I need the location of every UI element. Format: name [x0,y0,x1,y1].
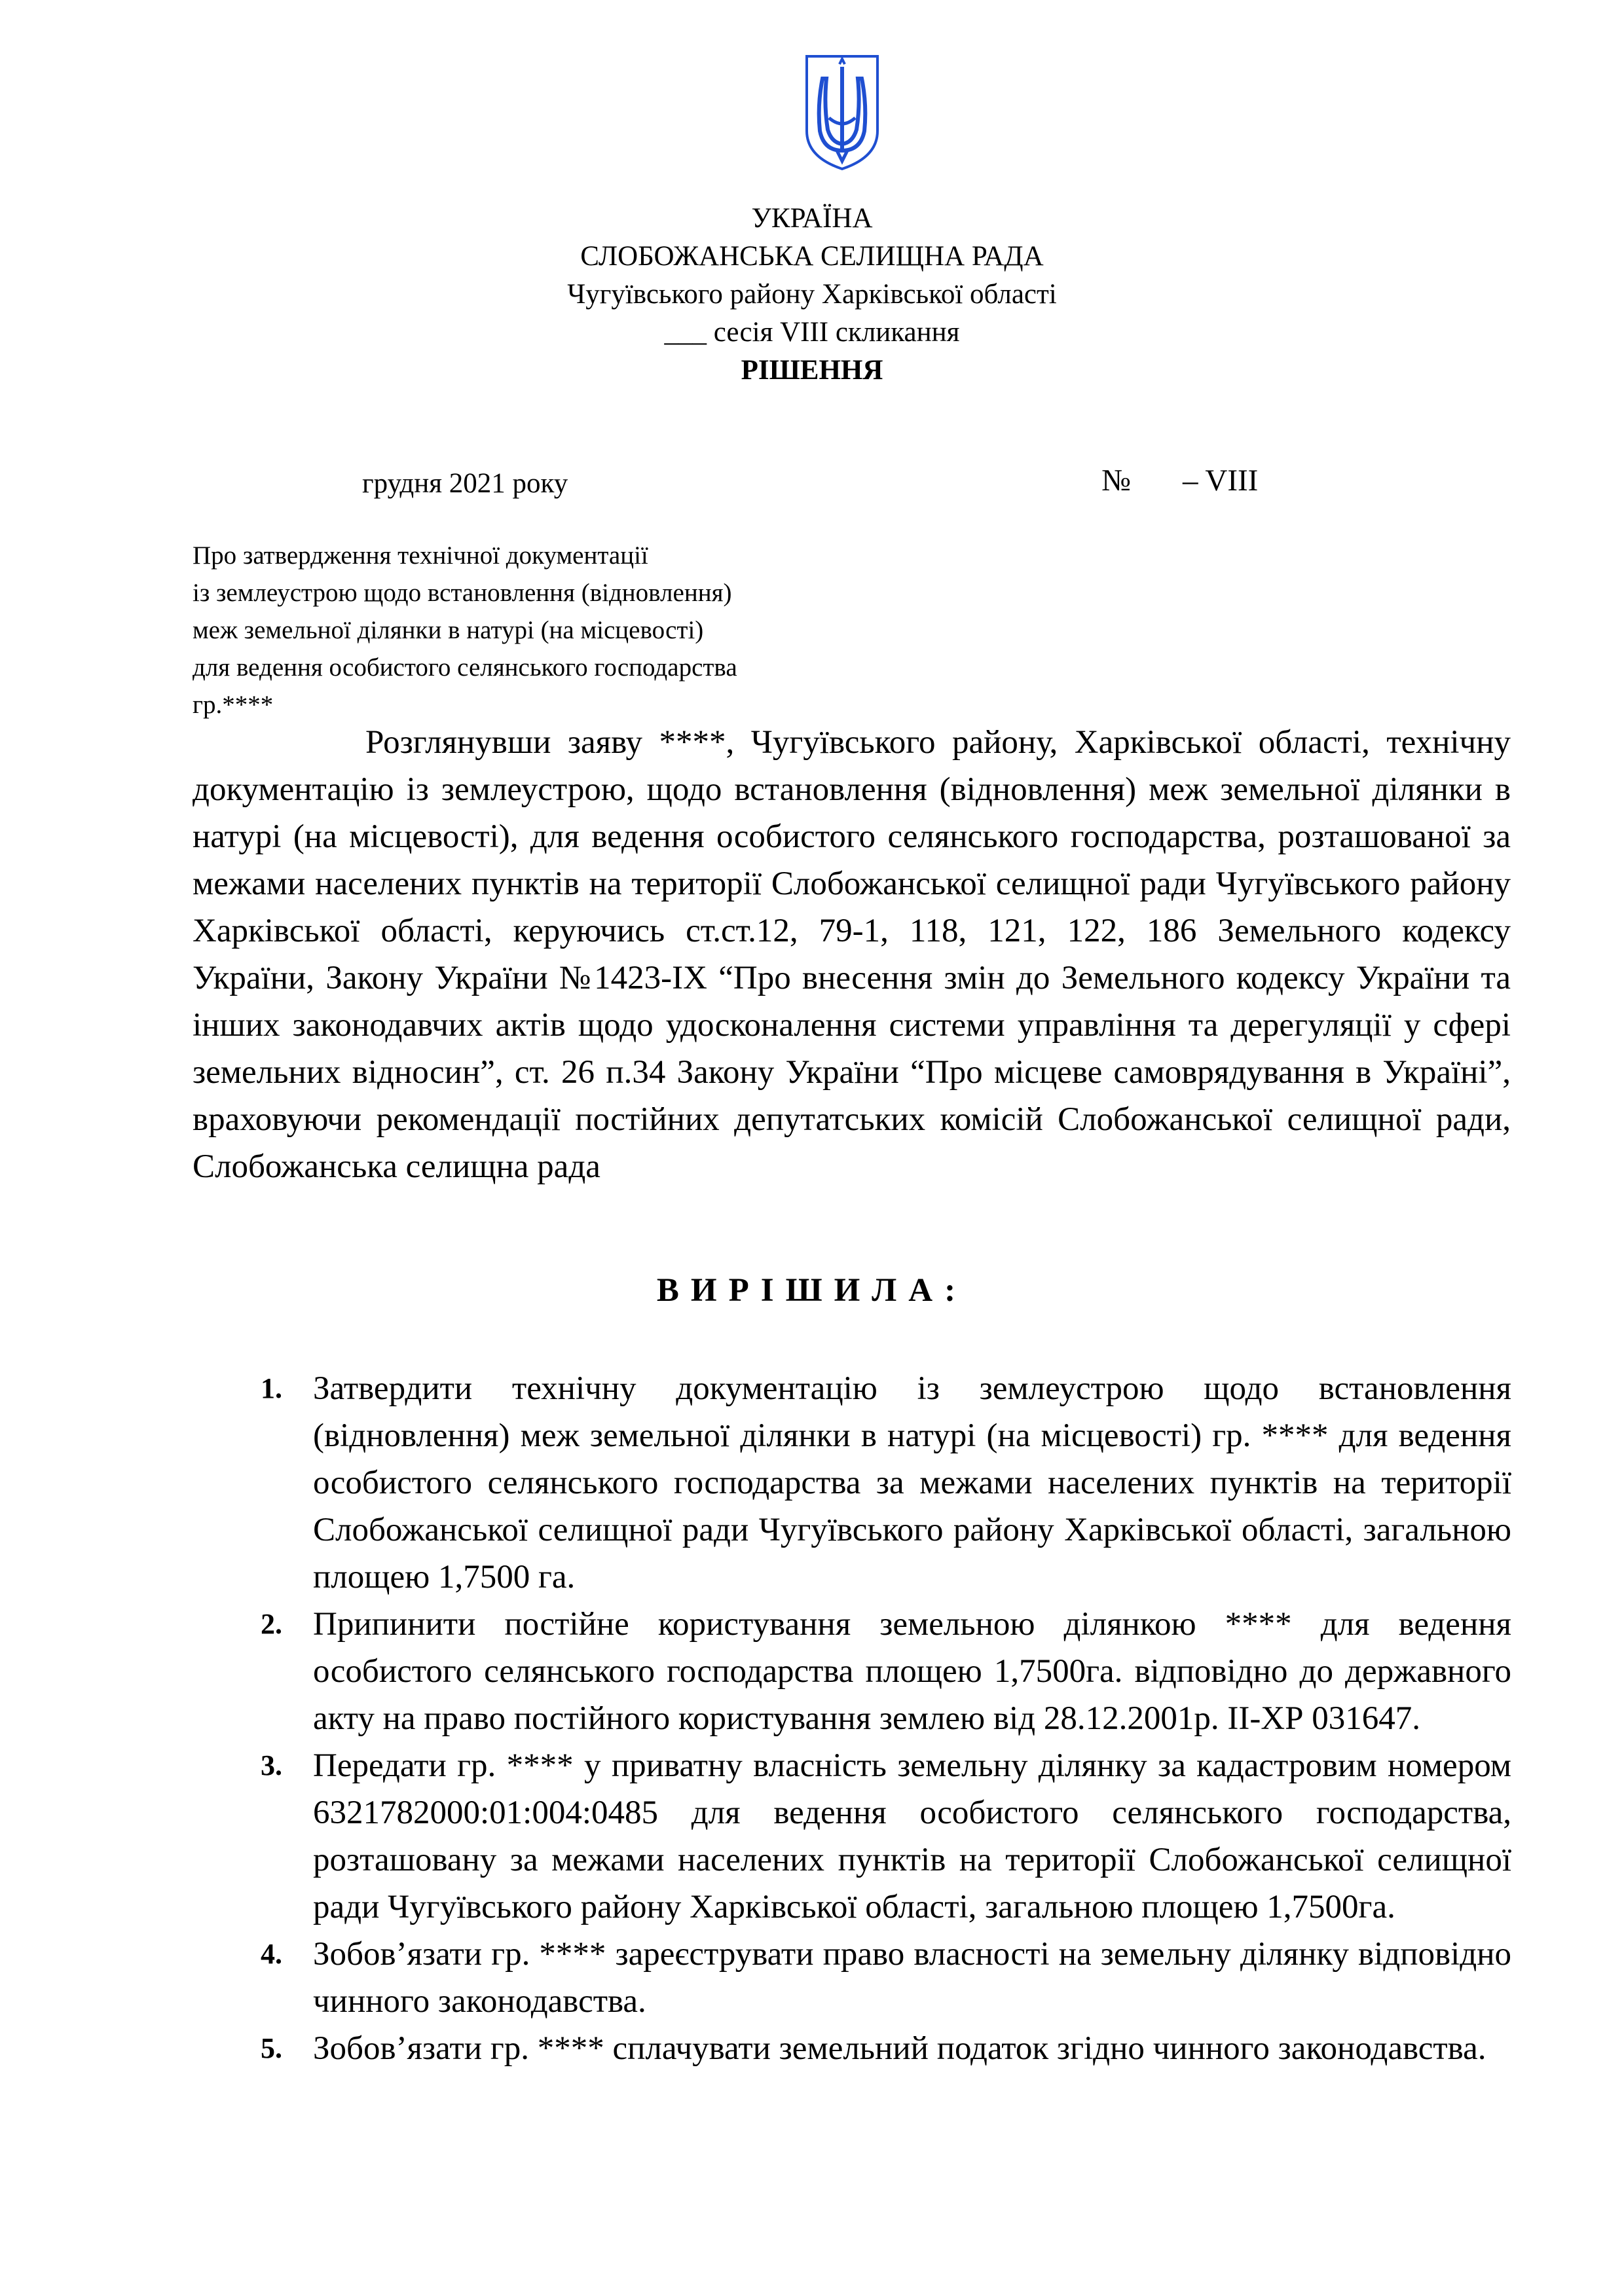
header-session: ___ сесія VIII скликання [664,317,960,348]
item-text: Зобов’язати гр. **** сплачувати земельний податок згідно чинного законодавства. [313,2030,1486,2067]
header-country: УКРАЇНА [751,203,873,234]
decision-date: грудня 2021 року [362,468,568,499]
decision-number-suffix: – VIII [1183,464,1259,498]
item-number: 2. [261,1608,282,1640]
item-number: 5. [261,2032,282,2064]
decision-items [261,1365,1511,2072]
item-text: Зобов’язати гр. **** зареєструвати право власності на земельну ділянку відповідно чинного законодавства. [313,1936,1511,2020]
header-district: Чугуївського району Харківської області [567,279,1057,310]
decision-item [261,1931,1511,2025]
preamble-section [193,719,1511,1190]
header-council: СЛОБОЖАНСЬКА СЕЛИЩНА РАДА [580,241,1044,272]
subject-line: Про затвердження технічної документації [193,541,648,570]
subject-line: гр.**** [193,691,274,719]
item-number: 1. [261,1372,282,1404]
decision-item [261,1742,1511,1931]
subject-line: меж земельної ділянки в натурі (на місцевості) [193,616,704,644]
decision-item [261,2025,1511,2072]
subject-line: для ведення особистого селянського господарства [193,653,737,682]
document-header [0,200,1624,390]
coat-of-arms-icon [803,52,881,172]
item-text: Передати гр. **** у приватну власність земельну ділянку за кадастровим номером 6321782000:01:004:0485 для ведення особистого селянського господарства, розташовану за межами населених пунктів на території Слобожанської селищної ради Чугуївського району Харківської області, загальною площею 1,7500га. [313,1747,1511,1925]
item-text: Припинити постійне користування земельною ділянкою **** для ведення особистого селянського господарства площею 1,7500га. відповідно до державного акту на право постійного користування землею від 28.12.2001р. ІІ-ХР 031647. [313,1606,1511,1737]
decision-item [261,1365,1511,1601]
item-text: Затвердити технічну документацію із землеустрою щодо встановлення (відновлення) меж земельної ділянки в натурі (на місцевості) гр. **** для ведення особистого селянського господарства за межами населених пунктів на території Слобожанської селищної ради Чугуївського району Харківської області, загальною площею 1,7500 га. [313,1370,1511,1595]
subject-line: із землеустрою щодо встановлення (відновлення) [193,579,732,607]
item-number: 3. [261,1749,282,1781]
decision-item [261,1601,1511,1742]
decision-subject [193,537,737,723]
item-number: 4. [261,1938,282,1970]
decided-heading: ВИРІШИЛА: [656,1272,968,1309]
preamble-paragraph: Розглянувши заяву ****, Чугуївського району, Харківської області, технічну документацію із землеустрою, щодо встановлення (відновлення) меж земельної ділянки в натурі (на місцевості), для ведення особистого селянського господарства, розташованої за межами населених пунктів на території Слобожанської селищної ради Чугуївського району Харківської області, керуючись ст.ст.12, 79-1, 118, 121, 122, 186 Земельного кодексу України, Закону України №1423-IX “Про внесення змін до Земельного кодексу України та інших законодавчих актів щодо удосконалення системи управління та дерегуляції у сфері земельних відносин”, ст. 26 п.34 Закону України “Про місцеве самоврядування в Україні”, враховуючи рекомендації постійних депутатських комісій Слобожанської селищної ради, Слобожанська селищна рада [193,724,1511,1185]
decision-number-sign: № [1101,464,1131,498]
document-type: РІШЕННЯ [741,355,883,386]
